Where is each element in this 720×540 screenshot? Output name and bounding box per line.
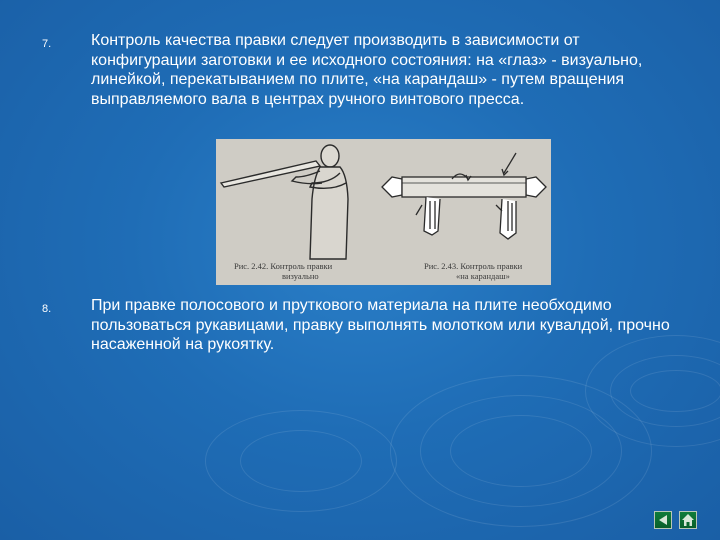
- caption-right-line2: «на карандаш»: [456, 271, 510, 281]
- nav-back-button[interactable]: [654, 511, 672, 529]
- illustration-figure: [216, 139, 551, 285]
- caption-right-line1: Рис. 2.43. Контроль правки: [424, 261, 523, 271]
- triangle-left-icon: [657, 514, 669, 526]
- caption-left-line2: визуально: [282, 271, 319, 281]
- item-7-number: 7.: [42, 38, 52, 50]
- item-8-number: 8.: [42, 303, 52, 315]
- figure-caption-left: [234, 261, 332, 281]
- caption-left-line1: Рис. 2.42. Контроль правки: [234, 261, 333, 271]
- nav-home-button[interactable]: [679, 511, 697, 529]
- item-8-text: При правке полосового и пруткового материала на плите необходимо пользоваться рукавицами, правку выполнять молотком или кувалдой, прочно насаженной на рукоятку.: [91, 297, 670, 353]
- figure-caption-right: [424, 261, 522, 281]
- home-icon: [681, 513, 695, 527]
- item-7-text: Контроль качества правки следует производить в зависимости от конфигурации заготовки и ее исходного состояния: на «глаз» - визуально, линейкой, перекатыванием по плите, «на карандаш» - путем вращения выправляемого вала в центрах ручного винтового пресса.: [91, 32, 643, 108]
